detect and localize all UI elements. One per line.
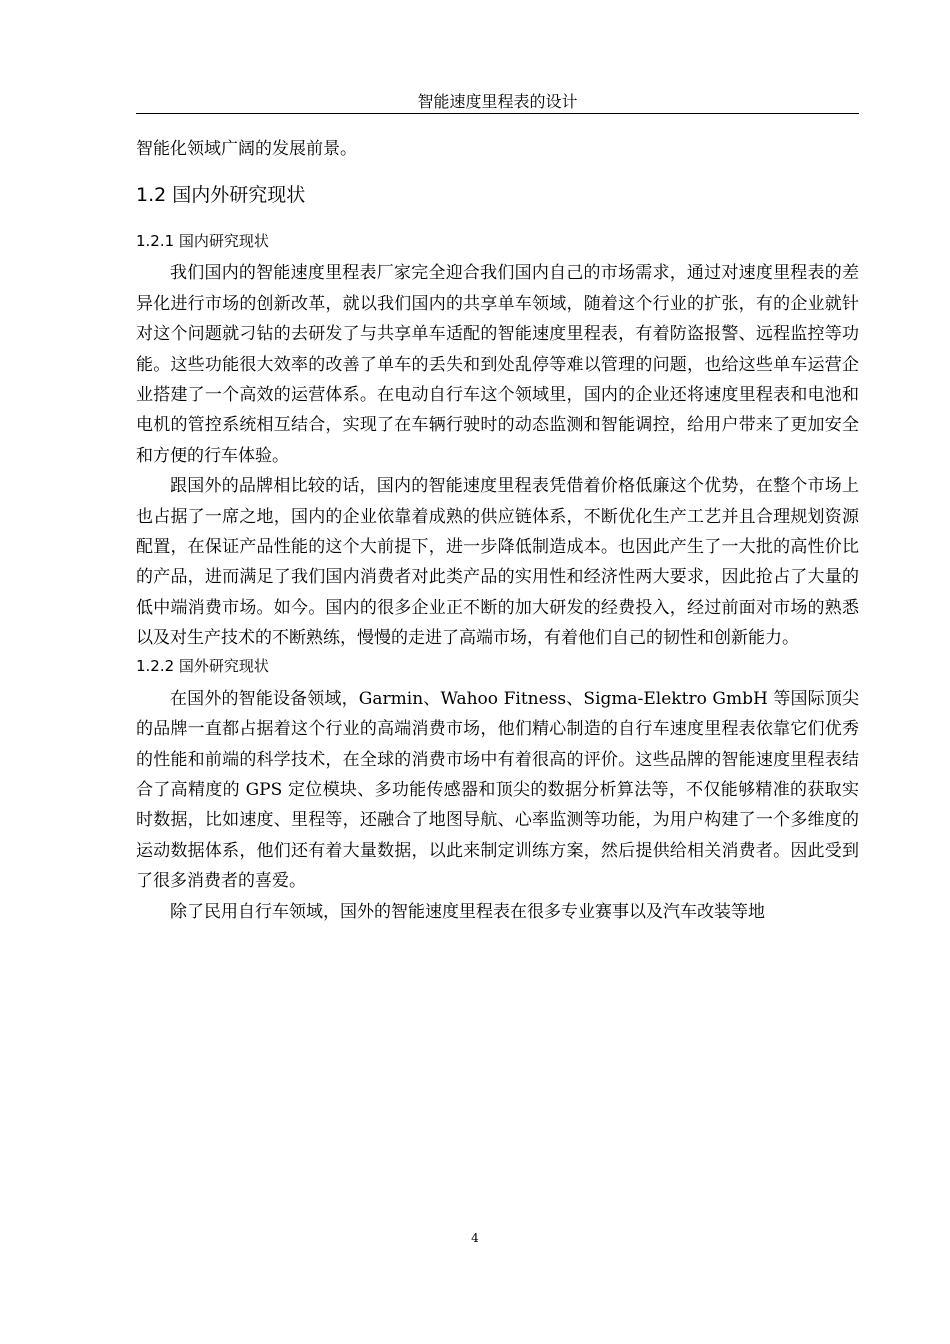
continuation-paragraph: 智能化领域广阔的发展前景。 [136,139,357,159]
page-body [136,134,859,927]
page-number: 4 [471,1231,479,1245]
section-heading: 1.2 国内外研究现状 [136,184,306,207]
subsection-heading-foreign: 1.2.2 国外研究现状 [136,656,269,675]
running-header: 智能速度里程表的设计 [417,92,578,111]
domestic-paragraph-1: 我们国内的智能速度里程表厂家完全迎合我们国内自己的市场需求，通过对速度里程表的差异化进行市场的创新改革，就以我们国内的共享单车领域，随着这个行业的扩张，有的企业就针对这个问题就刁钻的去研发了与共享单车适配的智能速度里程表，有着防盗报警、远程监控等功能。这些功能很大效率的改善了单车的丢失和到处乱停等难以管理的问题，也给这些单车运营企业搭建了一个高效的运营体系。在电动自行车这个领域里，国内的企业还将速度里程表和电池和电机的管控系统相互结合，实现了在车辆行驶时的动态监测和智能调控，给用户带来了更加安全和方便的行车体验。 [136,263,859,466]
foreign-paragraph-2: 除了民用自行车领域，国外的智能速度里程表在很多专业赛事以及汽车改装等地 [170,901,765,922]
domestic-paragraph-2: 跟国外的品牌相比较的话，国内的智能速度里程表凭借着价格低廉这个优势，在整个市场上也占据了一席之地，国内的企业依靠着成熟的供应链体系，不断优化生产工艺并且合理规划资源配置，在保证产品性能的这个大前提下，进一步降低制造成本。也因此产生了一大批的高性价比的产品，进而满足了我们国内消费者对此类产品的实用性和经济性两大要求，因此抢占了大量的低中端消费市场。如今。国内的很多企业正不断的加大研发的经费投入，经过前面对市场的熟悉以及对生产技术的不断熟练，慢慢的走进了高端市场，有着他们自己的韧性和创新能力。 [136,476,859,649]
header-rule [136,113,859,114]
subsection-heading-domestic: 1.2.1 国内研究现状 [136,232,269,251]
foreign-paragraph-1: 在国外的智能设备领域，Garmin、Wahoo Fitness、Sigma-Elektro GmbH 等国际顶尖的品牌一直都占据着这个行业的高端消费市场，他们精心制造的自行车速度里程表依靠它们优秀的性能和前端的科学技术，在全球的消费市场中有着很高的评价。这些品牌的智能速度里程表结合了高精度的 GPS 定位模块、多功能传感器和顶尖的数据分析算法等，不仅能够精准的获取实时数据，比如速度、里程等，还融合了地图导航、心率监测等功能，为用户构建了一个多维度的运动数据体系，他们还有着大量数据，以此来制定训练方案，然后提供给相关消费者。因此受到了很多消费者的喜爱。 [136,688,859,892]
